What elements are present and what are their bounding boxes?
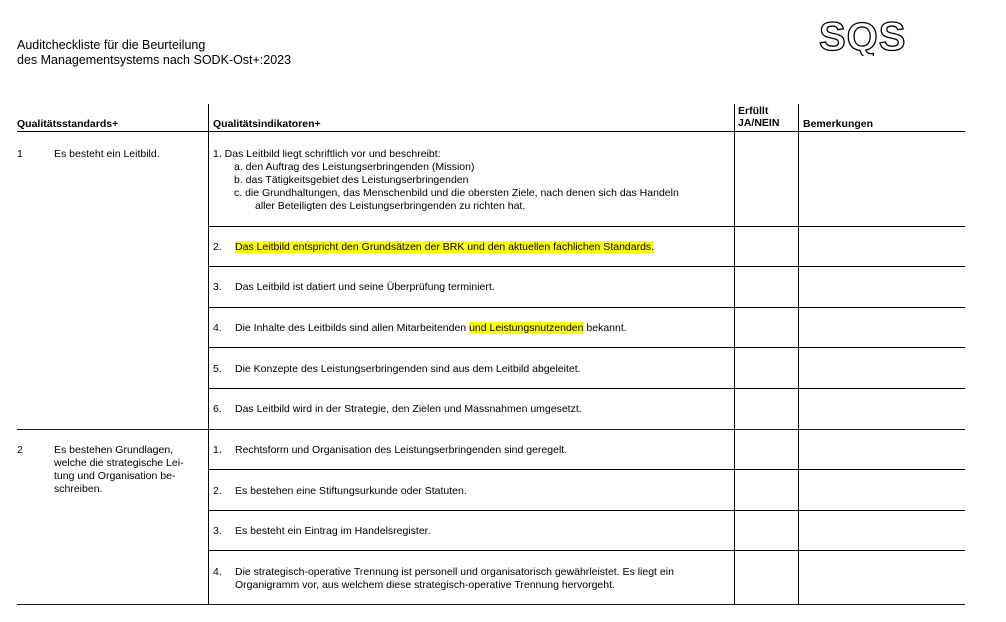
standard-text: Es besteht ein Leitbild.: [54, 148, 160, 160]
indicator-2-2: Es bestehen eine Stiftungsurkunde oder Statuten.: [235, 485, 467, 497]
indicator-1-3: Das Leitbild ist datiert und seine Überprüfung terminiert.: [235, 281, 495, 293]
indicator-line: Organigramm vor, aus welchem diese strategisch-operative Trennung hervorgeht.: [235, 579, 615, 591]
highlighted-text: und Leistungsnutzenden: [469, 322, 584, 334]
header-remarks: Bemerkungen: [803, 118, 874, 130]
indicator-text: bekannt.: [583, 322, 627, 334]
indicator-2-4: [235, 566, 674, 592]
indicator-sub-a: a. den Auftrag des Leistungserbringenden (Mission): [234, 161, 475, 173]
standard-text: [54, 444, 184, 496]
indicator-text: Die Inhalte des Leitbilds sind allen Mitarbeitenden: [235, 322, 470, 334]
indicator-number: 2.: [213, 241, 222, 253]
indicator-1-2: [235, 241, 654, 254]
document-title: [17, 38, 291, 68]
column-divider: [798, 104, 799, 605]
indicator-sub-c-cont: aller Beteiligten des Leistungserbringenden zu richten hat.: [255, 200, 526, 212]
row-divider: [209, 510, 965, 511]
indicator-number: 3.: [213, 281, 222, 293]
header-fulfilled-line2: JA/NEIN: [738, 117, 780, 129]
title-line-1: Auditcheckliste für die Beurteilung: [17, 38, 206, 52]
logo-text: SQS: [819, 16, 907, 56]
indicator-sub-b: b. das Tätigkeitsgebiet des Leistungserbringenden: [234, 174, 469, 186]
table-bottom-rule: [17, 604, 965, 605]
row-divider: [209, 550, 965, 551]
indicator-number: 4.: [213, 322, 222, 334]
row-divider: [209, 347, 965, 348]
indicator-number: 5.: [213, 363, 222, 375]
indicator-1-4: [235, 322, 627, 335]
header-rule: [17, 131, 965, 132]
title-line-2: des Managementsystems nach SODK-Ost+:2023: [17, 53, 292, 67]
sqs-logo: [817, 16, 933, 61]
indicator-1-1: [213, 148, 679, 213]
standard-text-line: tung und Organisation be-: [54, 470, 176, 482]
section-divider: [17, 429, 965, 430]
row-divider: [209, 226, 965, 227]
indicator-2-3: Es besteht ein Eintrag im Handelsregister.: [235, 525, 431, 537]
indicator-1-6: Das Leitbild wird in der Strategie, den Zielen und Massnahmen umgesetzt.: [235, 403, 582, 415]
indicator-number: 2.: [213, 485, 222, 497]
indicator-number: 3.: [213, 525, 222, 537]
indicator-1-5: Die Konzepte des Leistungserbringenden sind aus dem Leitbild abgeleitet.: [235, 363, 581, 375]
standard-text-line: welche die strategische Lei-: [54, 457, 184, 469]
indicator-number: 4.: [213, 566, 222, 578]
column-divider: [734, 104, 735, 605]
row-divider: [209, 469, 965, 470]
indicator-line: Die strategisch-operative Trennung ist personell und organisatorisch gewährleistet. Es liegt ein: [235, 566, 674, 578]
row-divider: [209, 307, 965, 308]
indicator-sub-c: c. die Grundhaltungen, das Menschenbild und die obersten Ziele, nach denen sich das Handeln: [234, 187, 679, 199]
standard-text-line: Es bestehen Grundlagen,: [54, 444, 174, 456]
header-fulfilled: [738, 105, 779, 129]
indicator-2-1: Rechtsform und Organisation des Leistungserbringenden sind geregelt.: [235, 444, 568, 456]
standard-text-line: schreiben.: [54, 483, 103, 495]
header-indicators: Qualitätsindikatoren+: [213, 118, 321, 130]
indicator-intro: 1. Das Leitbild liegt schriftlich vor und beschreibt:: [213, 148, 441, 160]
standard-number: 2: [17, 444, 23, 456]
indicator-number: 6.: [213, 403, 222, 415]
indicator-number: 1.: [213, 444, 222, 456]
column-divider: [208, 104, 209, 605]
highlighted-text: Das Leitbild entspricht den Grundsätzen der BRK und den aktuellen fachlichen Standards.: [235, 241, 655, 253]
header-fulfilled-line1: Erfüllt: [738, 105, 769, 117]
header-standards: Qualitätsstandards+: [17, 118, 119, 130]
row-divider: [209, 266, 965, 267]
standard-number: 1: [17, 148, 23, 160]
row-divider: [209, 388, 965, 389]
